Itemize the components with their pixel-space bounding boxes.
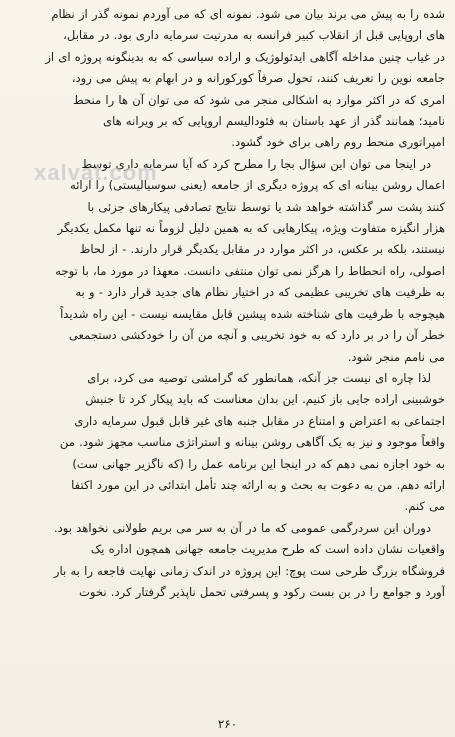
watermark: xalvat.com xyxy=(34,160,158,185)
text-line: امری که در اکثر موارد به اشکالی منجر می شود که می توان آن ها را منحط xyxy=(73,92,445,107)
text-line: اجتماعی به اعتراض و امتناع در مقابل جنبه های غیر قابل قبول سرمایه داری xyxy=(74,413,445,428)
text-line: می نامم منجر شود. xyxy=(347,349,445,364)
page-number: ۲۶۰ xyxy=(217,717,238,731)
paragraph xyxy=(8,368,445,518)
text-line: نامید؛ همانند گذر از عهد باستان به فئودالیسم اروپایی که بر ویرانه های xyxy=(103,114,445,129)
text-line: لذا چاره ای نیست جز آنکه، همانطور که گرامشی توصیه می کرد، برای xyxy=(87,370,431,385)
paragraph xyxy=(8,518,445,604)
text-line: به خود اجازه نمی دهم که در اینجا این برنامه عمل را (که ناگزیر جهانی ست) xyxy=(72,456,445,471)
text-line: کنند پشت سر گذاشته خواهد شد یا توسط نتایج تصادفی پیکارهای جزئی با xyxy=(87,199,445,214)
paragraph xyxy=(8,4,445,154)
text-line: ارائه دهم. من به دعوت به بحث و به ارائه چند تأمل ابتدائی در این مورد اکتفا xyxy=(71,477,445,492)
text-line: اصولی، راه انحطاط را هرگز نمی توان منتفی دانست. معهذا در مورد ما، با توجه xyxy=(55,263,445,278)
text-line: امپراتوری منحط روم راهی برای خود گشود. xyxy=(231,135,445,150)
text-line: در غیاب چنین مداخله آگاهی ایدئولوژیک و اراده سیاسی که به بدینگونه پروژه ای از xyxy=(45,49,445,64)
text-line: در اینجا می توان این سؤال بجا را مطرح کرد که آیا سرمایه داری توسط xyxy=(81,156,431,171)
text-line: جامعه نوین را تعریف کنند، تحول صرفاً کورکورانه و در ابهام به پیش می رود، xyxy=(71,71,445,86)
text-line: هیچوجه با ظرفیت های شناخته شده پیشین قابل مقایسه نیست - این راه شدیداً xyxy=(60,306,445,321)
text-line: به ظرفیت های تخریبی عظیمی که در اختیار نظام های جدید قرار دارد - و به xyxy=(75,285,445,300)
text-line: خوشبینی اراده جایی باز کنیم. این بدان معناست که باید پیکار کرد تا جنبش xyxy=(85,392,445,407)
text-line: نیستند، بلکه بر عکس، در اکثر موارد در مقابل یکدیگر قرار دارند. - از لحاظ xyxy=(79,242,445,257)
text-line: می کنم. xyxy=(404,499,445,514)
text-line: فروشگاه بزرگ طرحی ست پوچ: این پروژه در اندک زمانی نهایت فاجعه را به بار xyxy=(53,563,445,578)
text-line: شده را به پیش می برند بیان می شود. نمونه ای که می آوردم نمونه گذر از نظام xyxy=(51,7,445,21)
text-line: اعمال روشن بینانه ای که پروژه دیگری از جامعه (یعنی سوسیالیستی) را ارائه xyxy=(69,178,445,193)
text-line: دوران این سردرگمی عمومی که ما در آن به سر می بریم طولانی نخواهد بود. xyxy=(53,520,431,535)
text-line: واقعاً موجود و نیز به یک آگاهی روشن بینانه و استراتژی مناسب مجهز شود. من xyxy=(59,435,445,450)
text-line: خطر آن را در بر دارد که به خود تخریبی و آنچه من آن را خودکشی دستجمعی xyxy=(68,328,445,343)
text-line: واقعیات نشان داده است که طرح مدیریت جامعه جهانی همچون اداره یک xyxy=(90,542,445,557)
text-line: های اروپایی قبل از انقلاب کبیر فرانسه به مدرنیت سرمایه داری بود. در مقابل، xyxy=(63,28,445,43)
text-line: آورد و جوامع را در بن بست رکود و پسرفتی تحمل ناپذیر گرفتار کرد. نخوت xyxy=(78,584,445,599)
text-line: هزار انگیزه متفاوت ویژه، پیکارهایی که به همین دلیل لزوماً نه تنها مکمل یکدیگر xyxy=(57,221,445,236)
text-body xyxy=(8,4,445,603)
